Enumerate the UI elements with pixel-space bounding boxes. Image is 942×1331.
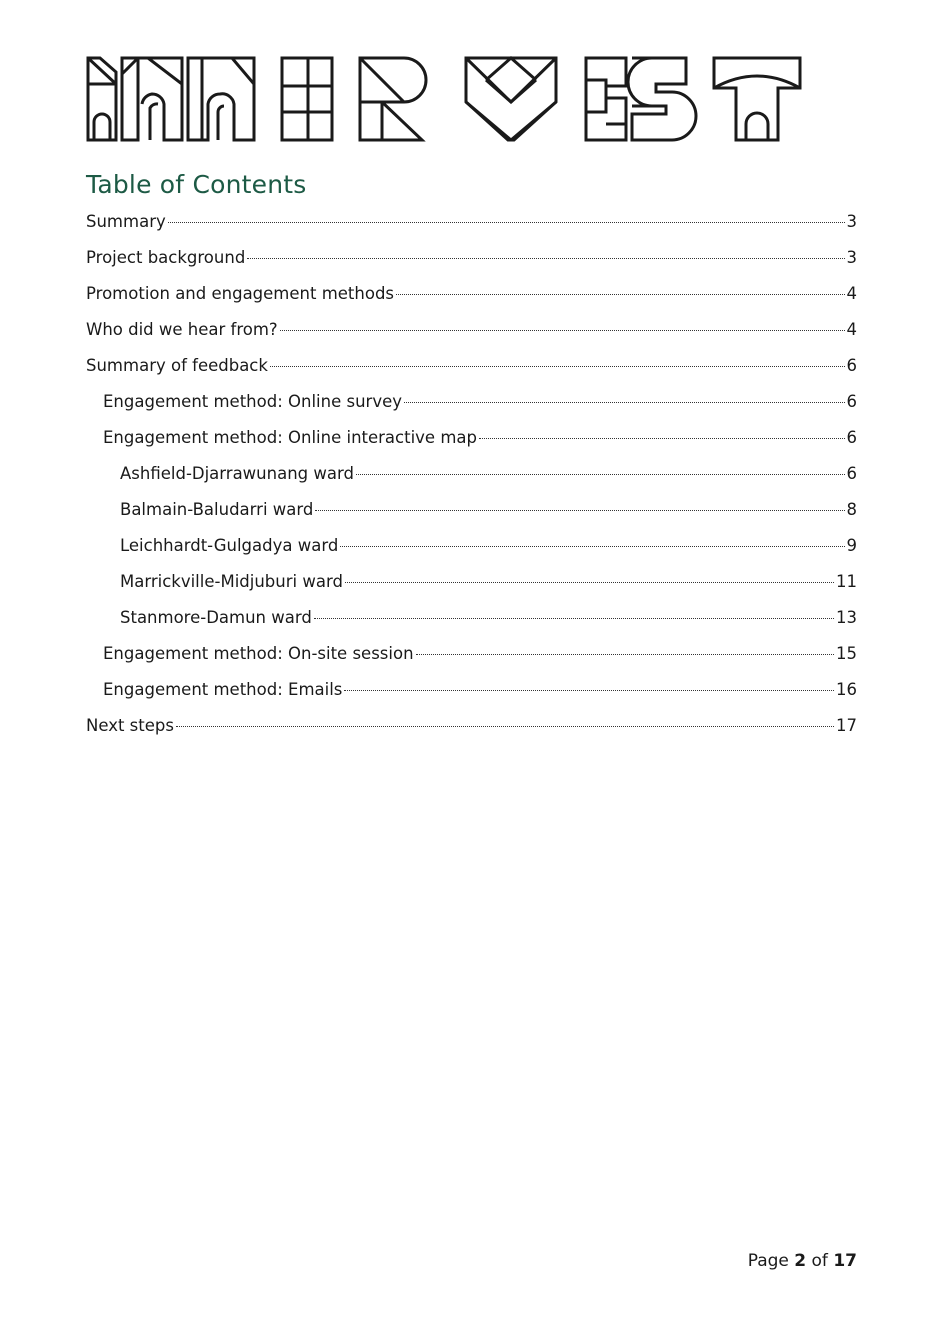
toc-entry[interactable] xyxy=(86,600,857,636)
toc-entry-label[interactable]: Next steps xyxy=(86,716,174,735)
toc-list xyxy=(86,204,857,744)
logo-letter-e xyxy=(282,58,332,140)
logo-letter-w xyxy=(466,58,556,140)
toc-entry-label[interactable]: Engagement method: Online survey xyxy=(103,392,402,411)
toc-dot-leader xyxy=(315,510,844,511)
toc-dot-leader xyxy=(396,294,844,295)
toc-entry-label[interactable]: Balmain-Baludarri ward xyxy=(120,500,314,519)
toc-dot-leader xyxy=(404,402,845,403)
logo-letter-s xyxy=(628,58,696,140)
logo-letter-t xyxy=(714,58,800,140)
toc-entry-page[interactable]: 6 xyxy=(846,428,857,447)
toc-entry-page[interactable]: 8 xyxy=(846,500,857,519)
page-number-footer xyxy=(748,1251,857,1271)
toc-entry-page[interactable]: 6 xyxy=(846,392,857,411)
toc-dot-leader xyxy=(176,726,834,727)
toc-entry-page[interactable]: 3 xyxy=(846,248,857,267)
toc-dot-leader xyxy=(416,654,834,655)
toc-entry-label[interactable]: Engagement method: Emails xyxy=(103,680,343,699)
toc-entry-label[interactable]: Summary xyxy=(86,212,166,231)
toc-dot-leader xyxy=(340,546,844,547)
toc-entry-page[interactable]: 9 xyxy=(846,536,857,555)
logo-letter-n2 xyxy=(188,58,254,140)
current-page: 2 xyxy=(794,1251,807,1271)
toc-entry-label[interactable]: Engagement method: Online interactive map xyxy=(103,428,477,447)
toc-entry-page[interactable]: 11 xyxy=(836,572,857,591)
inner-west-logo xyxy=(86,54,802,144)
of-text: of xyxy=(811,1251,828,1271)
toc-entry[interactable] xyxy=(86,564,857,600)
toc-entry-page[interactable]: 6 xyxy=(846,356,857,375)
toc-entry[interactable] xyxy=(86,708,857,744)
toc-entry[interactable] xyxy=(86,384,857,420)
toc-entry-page[interactable]: 15 xyxy=(836,644,857,663)
toc-entry-label[interactable]: Engagement method: On-site session xyxy=(103,644,414,663)
toc-entry-label[interactable]: Ashfield-Djarrawunang ward xyxy=(120,464,354,483)
toc-entry-page[interactable]: 17 xyxy=(836,716,857,735)
toc-entry[interactable] xyxy=(86,276,857,312)
toc-dot-leader xyxy=(280,330,845,331)
total-pages: 17 xyxy=(833,1251,857,1271)
toc-dot-leader xyxy=(168,222,845,223)
toc-dot-leader xyxy=(345,582,834,583)
toc-entry[interactable] xyxy=(86,456,857,492)
toc-entry-page[interactable]: 13 xyxy=(836,608,857,627)
toc-entry-label[interactable]: Marrickville-Midjuburi ward xyxy=(120,572,343,591)
toc-entry-label[interactable]: Who did we hear from? xyxy=(86,320,278,339)
toc-entry[interactable] xyxy=(86,312,857,348)
toc-entry-page[interactable]: 6 xyxy=(846,464,857,483)
toc-entry[interactable] xyxy=(86,204,857,240)
toc-dot-leader xyxy=(270,366,845,367)
toc-title: Table of Contents xyxy=(86,170,307,199)
logo-letter-r xyxy=(360,58,426,140)
toc-entry-page[interactable]: 16 xyxy=(836,680,857,699)
toc-dot-leader xyxy=(356,474,845,475)
toc-entry[interactable] xyxy=(86,672,857,708)
toc-entry[interactable] xyxy=(86,528,857,564)
toc-entry-label[interactable]: Project background xyxy=(86,248,246,267)
toc-entry-page[interactable]: 4 xyxy=(846,284,857,303)
logo-letter-e2 xyxy=(586,58,626,140)
toc-entry-label[interactable]: Stanmore-Damun ward xyxy=(120,608,312,627)
logo-letter-n xyxy=(122,58,182,140)
toc-dot-leader xyxy=(247,258,844,259)
logo-letter-i xyxy=(88,58,116,140)
toc-entry[interactable] xyxy=(86,348,857,384)
toc-entry[interactable] xyxy=(86,636,857,672)
toc-dot-leader xyxy=(314,618,834,619)
toc-entry-label[interactable]: Promotion and engagement methods xyxy=(86,284,395,303)
toc-entry[interactable] xyxy=(86,420,857,456)
toc-entry-page[interactable]: 4 xyxy=(846,320,857,339)
toc-entry-label[interactable]: Summary of feedback xyxy=(86,356,268,375)
toc-entry[interactable] xyxy=(86,492,857,528)
toc-dot-leader xyxy=(479,438,845,439)
toc-entry[interactable] xyxy=(86,240,857,276)
toc-entry-label[interactable]: Leichhardt-Gulgadya ward xyxy=(120,536,339,555)
page-prefix: Page xyxy=(747,1251,789,1271)
toc-entry-page[interactable]: 3 xyxy=(846,212,857,231)
toc-dot-leader xyxy=(344,690,834,691)
